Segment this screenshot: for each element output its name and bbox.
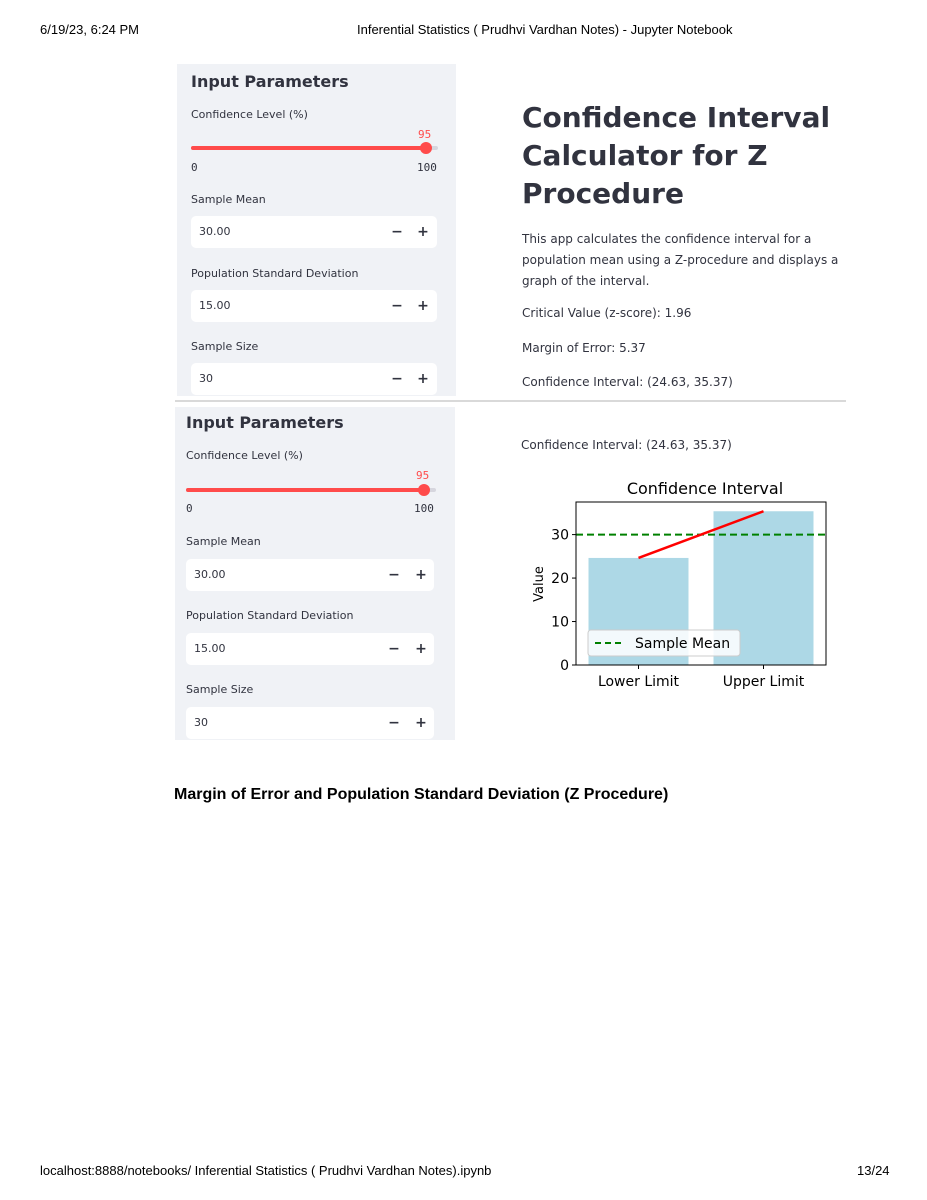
chart-y-tick-label: 20	[551, 571, 569, 588]
sample-size-decrement-button[interactable]: −	[391, 371, 403, 387]
confidence-slider-value: 95	[418, 128, 432, 141]
app-title-line-1: Confidence Interval	[522, 101, 831, 134]
print-datetime: 6/19/23, 6:24 PM	[40, 22, 140, 37]
sample-size-increment-button[interactable]: +	[415, 715, 427, 731]
sidebar-panel-2	[175, 407, 455, 740]
sample-mean-input[interactable]	[186, 559, 434, 591]
population-sd-decrement-button[interactable]: −	[388, 641, 400, 657]
population-sd-input[interactable]	[186, 633, 434, 665]
app-title	[522, 99, 830, 213]
sidebar-title: Input Parameters	[186, 413, 344, 432]
chart-legend	[588, 630, 740, 656]
sample-mean-value[interactable]: 30.00	[194, 568, 226, 581]
sidebar-panel-1	[177, 64, 456, 396]
population-sd-value[interactable]: 15.00	[199, 299, 231, 312]
screenshot-divider	[175, 400, 846, 402]
confidence-slider-thumb[interactable]	[420, 142, 432, 154]
confidence-slider-min: 0	[186, 502, 193, 515]
confidence-slider-max: 100	[414, 502, 434, 515]
confidence-interval-text: Confidence Interval: (24.63, 35.37)	[521, 438, 732, 452]
app-title-line-3: Procedure	[522, 177, 684, 210]
sample-size-label: Sample Size	[191, 340, 259, 353]
population-sd-label: Population Standard Deviation	[186, 609, 354, 622]
sample-size-input[interactable]	[191, 363, 437, 395]
confidence-slider-min: 0	[191, 161, 198, 174]
chart-y-tick-label: 0	[560, 658, 569, 674]
population-sd-label: Population Standard Deviation	[191, 267, 359, 280]
sample-size-value[interactable]: 30	[199, 372, 213, 385]
population-sd-increment-button[interactable]: +	[417, 298, 429, 314]
sample-size-value[interactable]: 30	[194, 716, 208, 729]
sample-mean-value[interactable]: 30.00	[199, 225, 231, 238]
margin-of-error-text: Margin of Error: 5.37	[522, 341, 646, 355]
sample-mean-label: Sample Mean	[186, 535, 261, 548]
app-description-line-3: graph of the interval.	[522, 274, 650, 288]
chart-title: Confidence Interval	[626, 479, 784, 498]
confidence-slider-max: 100	[417, 161, 437, 174]
print-page-number: 13/24	[857, 1163, 890, 1178]
confidence-slider-fill	[186, 488, 424, 492]
app-description-line-1: This app calculates the confidence interval for a	[522, 232, 812, 246]
sample-size-input[interactable]	[186, 707, 434, 739]
section-heading: Margin of Error and Population Standard Deviation (Z Procedure)	[174, 786, 669, 803]
chart-x-tick-label: Lower Limit	[597, 674, 680, 690]
sample-size-label: Sample Size	[186, 683, 254, 696]
sample-mean-increment-button[interactable]: +	[417, 224, 429, 240]
chart-ylabel: Value	[532, 566, 547, 602]
sidebar-title: Input Parameters	[191, 72, 349, 91]
chart-plot-area	[551, 511, 826, 690]
confidence-slider-fill	[191, 146, 426, 150]
sample-size-increment-button[interactable]: +	[417, 371, 429, 387]
sample-mean-decrement-button[interactable]: −	[391, 224, 403, 240]
confidence-slider[interactable]	[186, 488, 436, 492]
sample-mean-label: Sample Mean	[191, 193, 266, 206]
print-url: localhost:8888/notebooks/ Inferential Statistics ( Prudhvi Vardhan Notes).ipynb	[40, 1163, 492, 1178]
sample-size-decrement-button[interactable]: −	[388, 715, 400, 731]
print-title: Inferential Statistics ( Prudhvi Vardhan Notes) - Jupyter Notebook	[357, 22, 733, 37]
app-title-line-2: Calculator for Z	[522, 139, 768, 172]
legend-label: Sample Mean	[635, 636, 731, 652]
app-description	[522, 229, 838, 292]
confidence-level-label: Confidence Level (%)	[186, 449, 303, 462]
critical-value-text: Critical Value (z-score): 1.96	[522, 306, 692, 320]
confidence-slider-thumb[interactable]	[418, 484, 430, 496]
chart-y-tick-label: 10	[551, 614, 569, 631]
population-sd-decrement-button[interactable]: −	[391, 298, 403, 314]
confidence-interval-chart	[515, 470, 845, 700]
confidence-interval-text: Confidence Interval: (24.63, 35.37)	[522, 375, 733, 389]
population-sd-value[interactable]: 15.00	[194, 642, 226, 655]
population-sd-input[interactable]	[191, 290, 437, 322]
app-description-line-2: population mean using a Z-procedure and displays a	[522, 253, 839, 267]
sample-mean-increment-button[interactable]: +	[415, 567, 427, 583]
sample-mean-decrement-button[interactable]: −	[388, 567, 400, 583]
chart-x-tick-label: Upper Limit	[722, 674, 805, 690]
confidence-level-label: Confidence Level (%)	[191, 108, 308, 121]
confidence-slider-value: 95	[416, 469, 430, 482]
confidence-slider[interactable]	[191, 146, 438, 150]
chart-y-tick-label: 30	[551, 527, 569, 544]
sample-mean-input[interactable]	[191, 216, 437, 248]
population-sd-increment-button[interactable]: +	[415, 641, 427, 657]
